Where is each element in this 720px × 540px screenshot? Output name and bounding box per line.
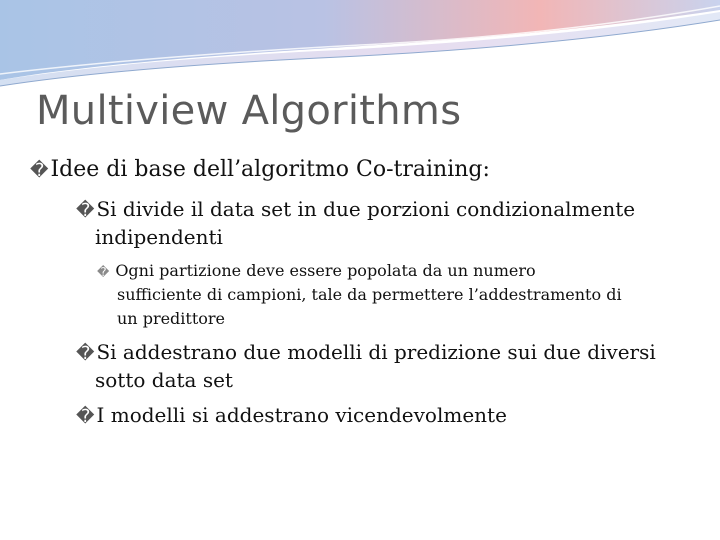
bullet-icon: �: [76, 343, 95, 364]
bullet-text: Si divide il data set in due porzioni condizionalmente: [96, 197, 636, 221]
bullet-icon: �: [76, 200, 95, 221]
bullet-text: I modelli si addestrano vicendevolmente: [96, 403, 507, 427]
sub-bullet-item: [76, 197, 635, 221]
sub-sub-bullet-item: [97, 261, 536, 280]
bullet-item: [30, 157, 490, 182]
bullet-text: Si addestrano due modelli di predizione sui due diversi: [96, 340, 656, 364]
bullet-text-continuation: sufficiente di campioni, tale da permettere l’addestramento di: [117, 285, 622, 304]
bullet-text-continuation: un predittore: [117, 309, 226, 328]
bullet-text: Ogni partizione deve essere popolata da un numero: [115, 261, 536, 280]
bullet-text: Idee di base dell’algoritmo Co-training:: [50, 157, 490, 182]
bullet-text-continuation: sotto data set: [95, 368, 233, 392]
sub-bullet-item: [76, 403, 507, 427]
bullet-text-continuation: indipendenti: [95, 225, 223, 249]
bullet-icon: �: [97, 265, 110, 279]
bullet-icon: �: [30, 160, 49, 181]
slide-title: Multiview Algorithms: [36, 88, 462, 134]
bullet-icon: �: [76, 406, 95, 427]
sub-bullet-item: [76, 340, 656, 364]
